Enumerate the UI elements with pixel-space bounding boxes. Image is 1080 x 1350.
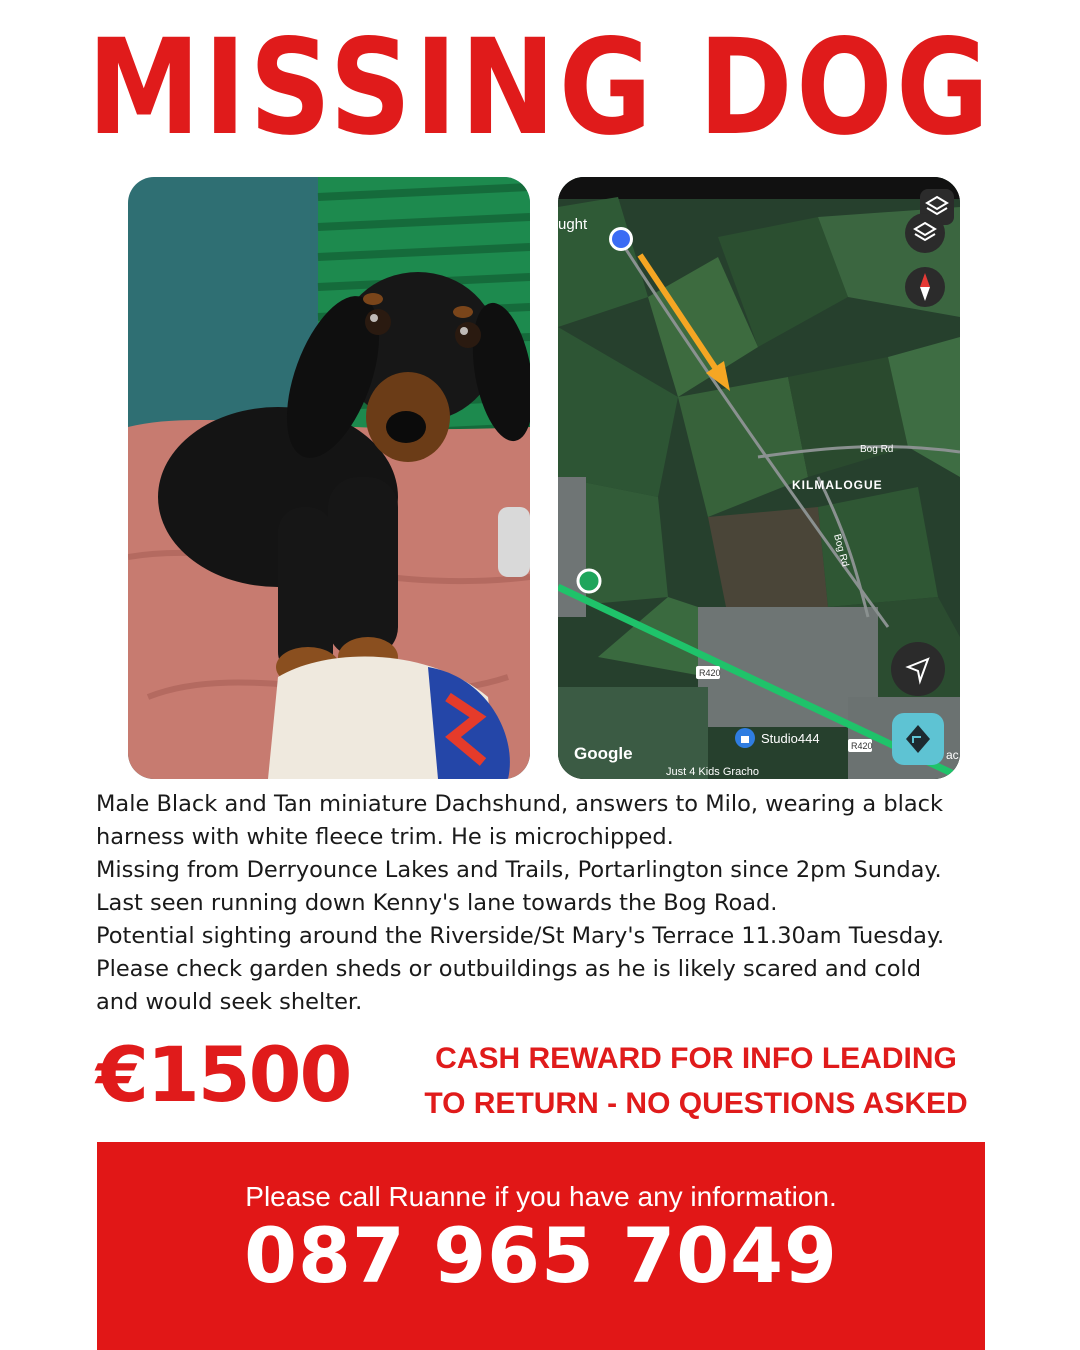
map-label-right: ac (946, 748, 959, 762)
layers-button[interactable] (905, 213, 945, 253)
description-line: Please check garden sheds or outbuildings as he is likely scared and cold (96, 956, 922, 982)
map-place-label: Studio444 (761, 731, 820, 746)
map-label-bottom: Just 4 Kids Gracho (666, 766, 759, 778)
contact-box (97, 1142, 985, 1350)
map-attribution: Google (574, 744, 633, 763)
reward-line-2: TO RETURN - NO QUESTIONS ASKED (424, 1087, 968, 1120)
contact-message: Please call Ruanne if you have any information. (245, 1181, 837, 1212)
map-label-bog-rd-vertical: Bog Rd (831, 532, 851, 568)
description-line: Potential sighting around the Riverside/St Mary's Terrace 11.30am Tuesday. (96, 923, 945, 949)
map-screenshot (558, 177, 960, 779)
reward-text (400, 1036, 992, 1126)
map-route-label-2: R420 (851, 741, 873, 751)
phone-number[interactable]: 087 965 7049 (244, 1211, 838, 1300)
map-label-townland: KILMALOGUE (792, 478, 883, 492)
description-line: Male Black and Tan miniature Dachshund, answers to Milo, wearing a black (96, 791, 944, 817)
reward-line-1: CASH REWARD FOR INFO LEADING (435, 1042, 957, 1075)
compass-icon[interactable] (905, 267, 945, 307)
directions-icon[interactable] (892, 713, 944, 765)
reward-amount: €1500 (96, 1030, 351, 1119)
map-route-label: R420 (699, 668, 721, 678)
description (96, 788, 1016, 1019)
description-line: Missing from Derryounce Lakes and Trails, Portarlington since 2pm Sunday. (96, 857, 942, 883)
map-label-bog-rd: Bog Rd (860, 444, 894, 455)
description-line: and would seek shelter. (96, 989, 363, 1015)
description-line: Last seen running down Kenny's lane towards the Bog Road. (96, 890, 778, 916)
dog-photo (128, 177, 530, 779)
headline: MISSING DOG (87, 11, 993, 165)
navigate-arrow-icon[interactable] (891, 642, 945, 696)
map-label-top: ught (558, 216, 588, 233)
description-line: harness with white fleece trim. He is microchipped. (96, 824, 674, 850)
